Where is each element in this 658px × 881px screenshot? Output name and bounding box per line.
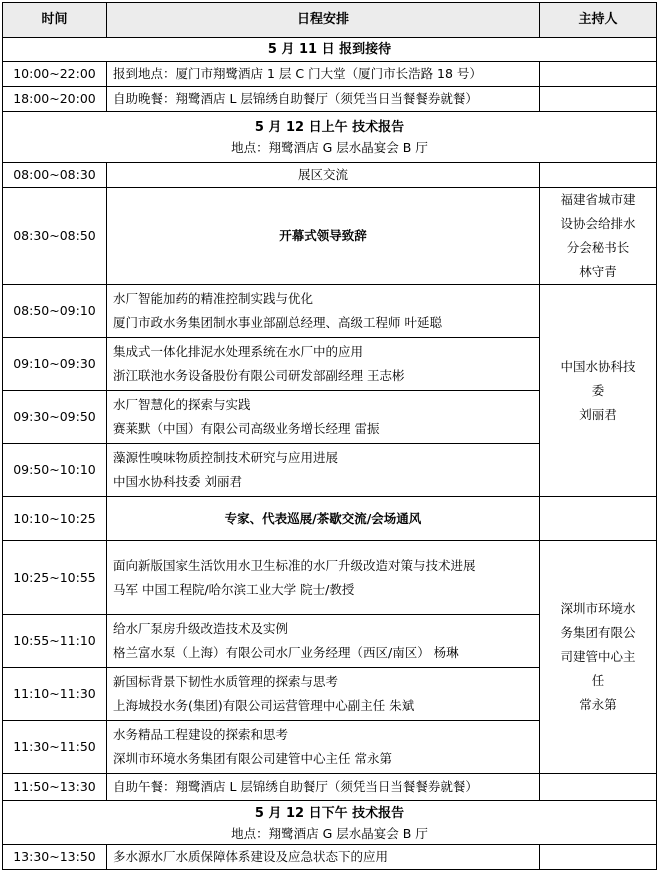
table-row <box>3 541 657 615</box>
schedule-cell: 开幕式领导致辞 <box>107 188 540 285</box>
section-row-may12-pm <box>3 801 657 845</box>
time-cell: 09:10~09:30 <box>3 338 107 391</box>
table-row <box>3 845 657 870</box>
schedule-cell <box>107 668 540 721</box>
talk-speaker: 上海城投水务(集团)有限公司运营管理中心副主任 朱斌 <box>113 698 415 713</box>
host-line: 福建省城市建 <box>560 192 636 207</box>
host-cell <box>540 541 657 774</box>
talk-title: 水厂智慧化的探索与实践 <box>113 397 251 412</box>
host-line: 常永第 <box>579 697 617 712</box>
table-row <box>3 188 657 285</box>
host-line: 中国水协科技 <box>560 358 636 374</box>
host-line: 任 <box>591 673 605 688</box>
host-line: 设协会给排水 <box>560 216 636 231</box>
header-schedule: 日程安排 <box>107 3 540 38</box>
talk-speaker: 赛莱默（中国）有限公司高级业务增长经理 雷振 <box>113 421 380 436</box>
talk-speaker: 浙江联池水务设备股份有限公司研发部副经理 王志彬 <box>113 368 405 383</box>
schedule-cell: 自助晚餐：翔鹭酒店 L 层锦绣自助餐厅（须凭当日当餐餐券就餐） <box>107 87 540 112</box>
schedule-cell <box>107 721 540 774</box>
time-cell: 08:50~09:10 <box>3 285 107 338</box>
schedule-cell <box>107 285 540 338</box>
schedule-table <box>2 2 657 870</box>
table-row <box>3 87 657 112</box>
section-title: 5 月 12 日上午 技术报告 <box>254 120 405 135</box>
time-cell: 18:00~20:00 <box>3 87 107 112</box>
time-cell: 11:10~11:30 <box>3 668 107 721</box>
host-line: 务集团有限公 <box>560 625 636 640</box>
host-cell <box>540 188 657 285</box>
host-line: 分会秘书长 <box>566 240 630 255</box>
host-line: 刘丽君 <box>579 406 617 422</box>
header-time: 时间 <box>3 3 107 38</box>
host-line: 委 <box>591 382 605 398</box>
host-cell <box>540 845 657 870</box>
host-line: 深圳市环境水 <box>560 601 636 616</box>
schedule-cell <box>107 391 540 444</box>
schedule-cell <box>107 444 540 497</box>
time-cell: 09:50~10:10 <box>3 444 107 497</box>
table-row <box>3 163 657 188</box>
time-cell: 10:00~22:00 <box>3 62 107 87</box>
talk-speaker: 格兰富水泵（上海）有限公司水厂业务经理（西区/南区） 杨琳 <box>113 645 459 660</box>
schedule-cell: 专家、代表巡展/茶歇交流/会场通风 <box>107 497 540 541</box>
header-row <box>3 3 657 38</box>
time-cell: 09:30~09:50 <box>3 391 107 444</box>
time-cell: 08:30~08:50 <box>3 188 107 285</box>
schedule-cell: 展区交流 <box>107 163 540 188</box>
schedule-cell <box>107 338 540 391</box>
talk-title: 水厂智能加药的精准控制实践与优化 <box>113 291 314 306</box>
section-cell <box>3 112 657 163</box>
host-cell <box>540 285 657 497</box>
host-cell <box>540 497 657 541</box>
talk-title: 给水厂泵房升级改造技术及实例 <box>113 621 289 636</box>
talk-title: 集成式一体化排泥水处理系统在水厂中的应用 <box>113 344 364 359</box>
schedule-cell <box>107 615 540 668</box>
host-line: 林守青 <box>579 264 617 279</box>
host-cell <box>540 87 657 112</box>
host-cell <box>540 62 657 87</box>
talk-speaker: 马军 中国工程院/哈尔滨工业大学 院士/教授 <box>113 581 355 597</box>
section-row-may12-am <box>3 112 657 163</box>
schedule-cell: 自助午餐：翔鹭酒店 L 层锦绣自助餐厅（须凭当日当餐餐券就餐） <box>107 774 540 801</box>
section-location: 地点：翔鹭酒店 G 层水晶宴会 B 厅 <box>231 140 428 155</box>
section-cell <box>3 801 657 845</box>
talk-speaker: 中国水协科技委 刘丽君 <box>113 474 242 489</box>
talk-title: 新国标背景下韧性水质管理的探索与思考 <box>113 674 339 689</box>
talk-title: 面向新版国家生活饮用水卫生标准的水厂升级改造对策与技术进展 <box>113 557 476 573</box>
talk-speaker: 厦门市政水务集团制水事业部副总经理、高级工程师 叶延聪 <box>113 315 442 330</box>
time-cell: 10:55~11:10 <box>3 615 107 668</box>
host-cell <box>540 163 657 188</box>
table-row <box>3 62 657 87</box>
section-row-may11 <box>3 38 657 62</box>
table-row <box>3 774 657 801</box>
schedule-cell <box>107 541 540 615</box>
time-cell: 10:25~10:55 <box>3 541 107 615</box>
section-location: 地点：翔鹭酒店 G 层水晶宴会 B 厅 <box>231 825 428 841</box>
time-cell: 11:50~13:30 <box>3 774 107 801</box>
time-cell: 11:30~11:50 <box>3 721 107 774</box>
host-line: 司建管中心主 <box>560 649 636 664</box>
table-row <box>3 285 657 338</box>
time-cell: 08:00~08:30 <box>3 163 107 188</box>
section-title: 5 月 12 日下午 技术报告 <box>254 805 405 821</box>
talk-title: 藻源性嗅味物质控制技术研究与应用进展 <box>113 450 339 465</box>
section-title: 5 月 11 日 报到接待 <box>3 38 657 62</box>
talk-title: 水务精品工程建设的探索和思考 <box>113 727 289 742</box>
schedule-cell: 报到地点：厦门市翔鹭酒店 1 层 C 门大堂（厦门市长浩路 18 号） <box>107 62 540 87</box>
header-host: 主持人 <box>540 3 657 38</box>
schedule-cell: 多水源水厂水质保障体系建设及应急状态下的应用 <box>107 845 540 870</box>
host-cell <box>540 774 657 801</box>
table-row <box>3 497 657 541</box>
talk-speaker: 深圳市环境水务集团有限公司建管中心主任 常永第 <box>113 751 392 766</box>
time-cell: 10:10~10:25 <box>3 497 107 541</box>
time-cell: 13:30~13:50 <box>3 845 107 870</box>
